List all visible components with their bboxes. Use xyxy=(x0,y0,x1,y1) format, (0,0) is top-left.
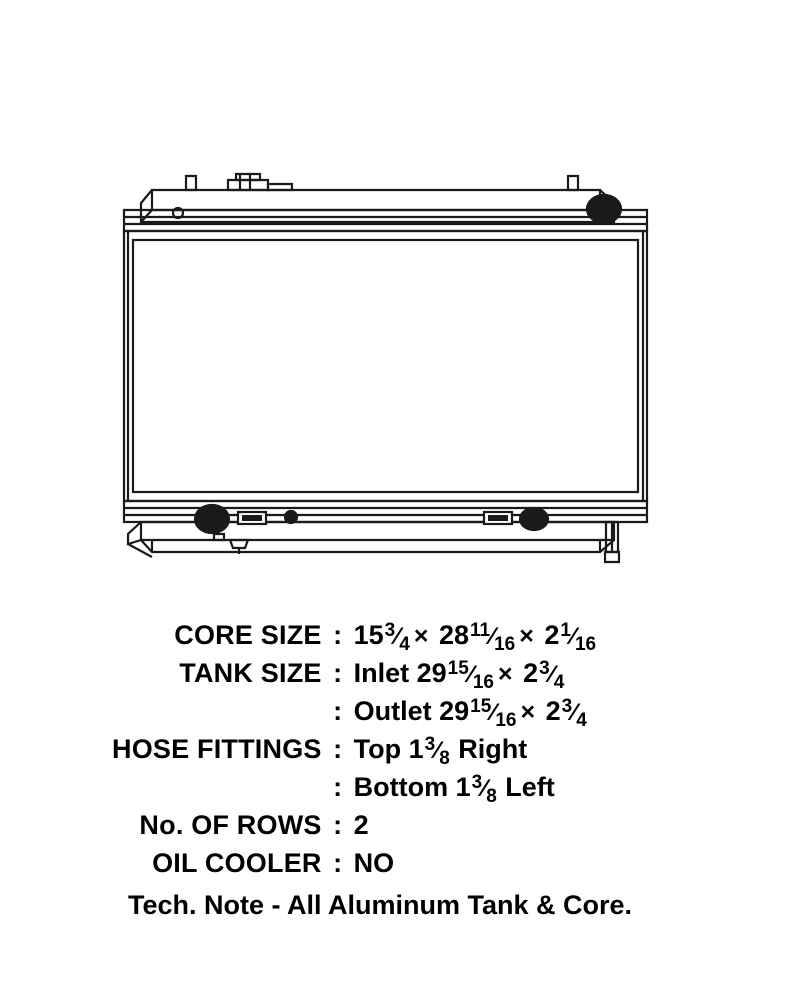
radiator-core xyxy=(124,231,647,501)
fraction: $^3⁄_4$ xyxy=(384,620,410,655)
fraction: $^{15}⁄_{16}$ xyxy=(447,658,494,693)
spec-row xyxy=(112,658,597,696)
specifications-table xyxy=(0,620,800,921)
lower-mount-pin-right xyxy=(606,522,618,552)
spec-value xyxy=(354,620,598,658)
spec-value xyxy=(354,810,598,848)
spec-word: Bottom xyxy=(353,772,449,802)
spec-label xyxy=(112,696,322,734)
spec-row xyxy=(112,772,597,810)
spec-label: No. OF ROWS xyxy=(139,810,322,840)
times-symbol: × xyxy=(413,622,429,650)
spec-number: 1 xyxy=(401,734,424,764)
spec-colon: : xyxy=(333,772,343,802)
spec-colon: : xyxy=(333,810,343,840)
spec-number: 2 xyxy=(536,620,560,650)
spec-word: NO xyxy=(353,848,395,878)
spec-label: HOSE FITTINGS xyxy=(112,734,322,764)
spec-row xyxy=(112,734,597,772)
spec-number: 15 xyxy=(353,620,384,650)
spec-number: 29 xyxy=(431,696,470,726)
filler-neck xyxy=(228,174,292,190)
upper-mount-stud-left xyxy=(186,176,196,190)
spec-value xyxy=(354,848,598,886)
fraction: $^3⁄_8$ xyxy=(471,772,497,807)
times-symbol: × xyxy=(519,622,534,650)
spec-word: Right xyxy=(450,734,528,764)
spec-colon: : xyxy=(333,734,343,764)
lower-bracket-right xyxy=(484,512,512,524)
spec-row xyxy=(112,810,597,848)
spec-word: Inlet xyxy=(353,658,410,688)
spec-row xyxy=(112,620,597,658)
upper-mount-stud-right xyxy=(568,176,578,190)
spec-value xyxy=(354,658,598,696)
lower-hose-fitting-left xyxy=(195,505,229,533)
spec-row xyxy=(112,696,597,734)
spec-value xyxy=(354,772,598,810)
spec-word: Left xyxy=(497,772,555,802)
spec-word: Outlet xyxy=(353,696,432,726)
fraction: $^3⁄_4$ xyxy=(561,696,587,731)
times-symbol: × xyxy=(520,698,536,726)
spec-value xyxy=(354,696,598,734)
spec-colon: : xyxy=(333,696,343,726)
lower-stud-right xyxy=(605,552,619,562)
spec-number: 29 xyxy=(409,658,447,688)
tech-note: Tech. Note - All Aluminum Tank & Core. xyxy=(128,890,633,920)
spec-word: Top xyxy=(353,734,402,764)
fraction: $^3⁄_4$ xyxy=(539,658,565,693)
spec-label: OIL COOLER xyxy=(152,848,322,878)
spec-number: 2 xyxy=(353,810,369,840)
lower-tank-boss xyxy=(285,511,297,523)
spec-number: 1 xyxy=(448,772,471,802)
times-symbol: × xyxy=(497,660,513,688)
fraction: $^1⁄_{16}$ xyxy=(560,620,597,655)
specs-grid xyxy=(112,620,597,886)
spec-colon: : xyxy=(333,848,343,878)
spec-label xyxy=(112,772,322,810)
spec-number: 2 xyxy=(538,696,561,726)
fraction: $^3⁄_8$ xyxy=(424,734,450,769)
spec-label: TANK SIZE xyxy=(179,658,322,688)
spec-colon: : xyxy=(333,658,343,688)
upper-tank-flange xyxy=(124,210,647,231)
lower-mount-pin-left xyxy=(214,534,224,540)
spec-number: 2 xyxy=(515,658,539,688)
spec-number: 28 xyxy=(431,620,469,650)
upper-hose-fitting xyxy=(587,195,621,223)
lower-bracket-left xyxy=(238,512,266,524)
spec-colon: : xyxy=(333,620,343,650)
spec-row xyxy=(112,848,597,886)
spec-label: CORE SIZE xyxy=(174,620,322,650)
spec-value xyxy=(354,734,598,772)
fraction: $^{11}⁄_{16}$ xyxy=(469,620,516,655)
lower-hose-fitting-right xyxy=(520,508,548,530)
fraction: $^{15}⁄_{16}$ xyxy=(470,696,517,731)
